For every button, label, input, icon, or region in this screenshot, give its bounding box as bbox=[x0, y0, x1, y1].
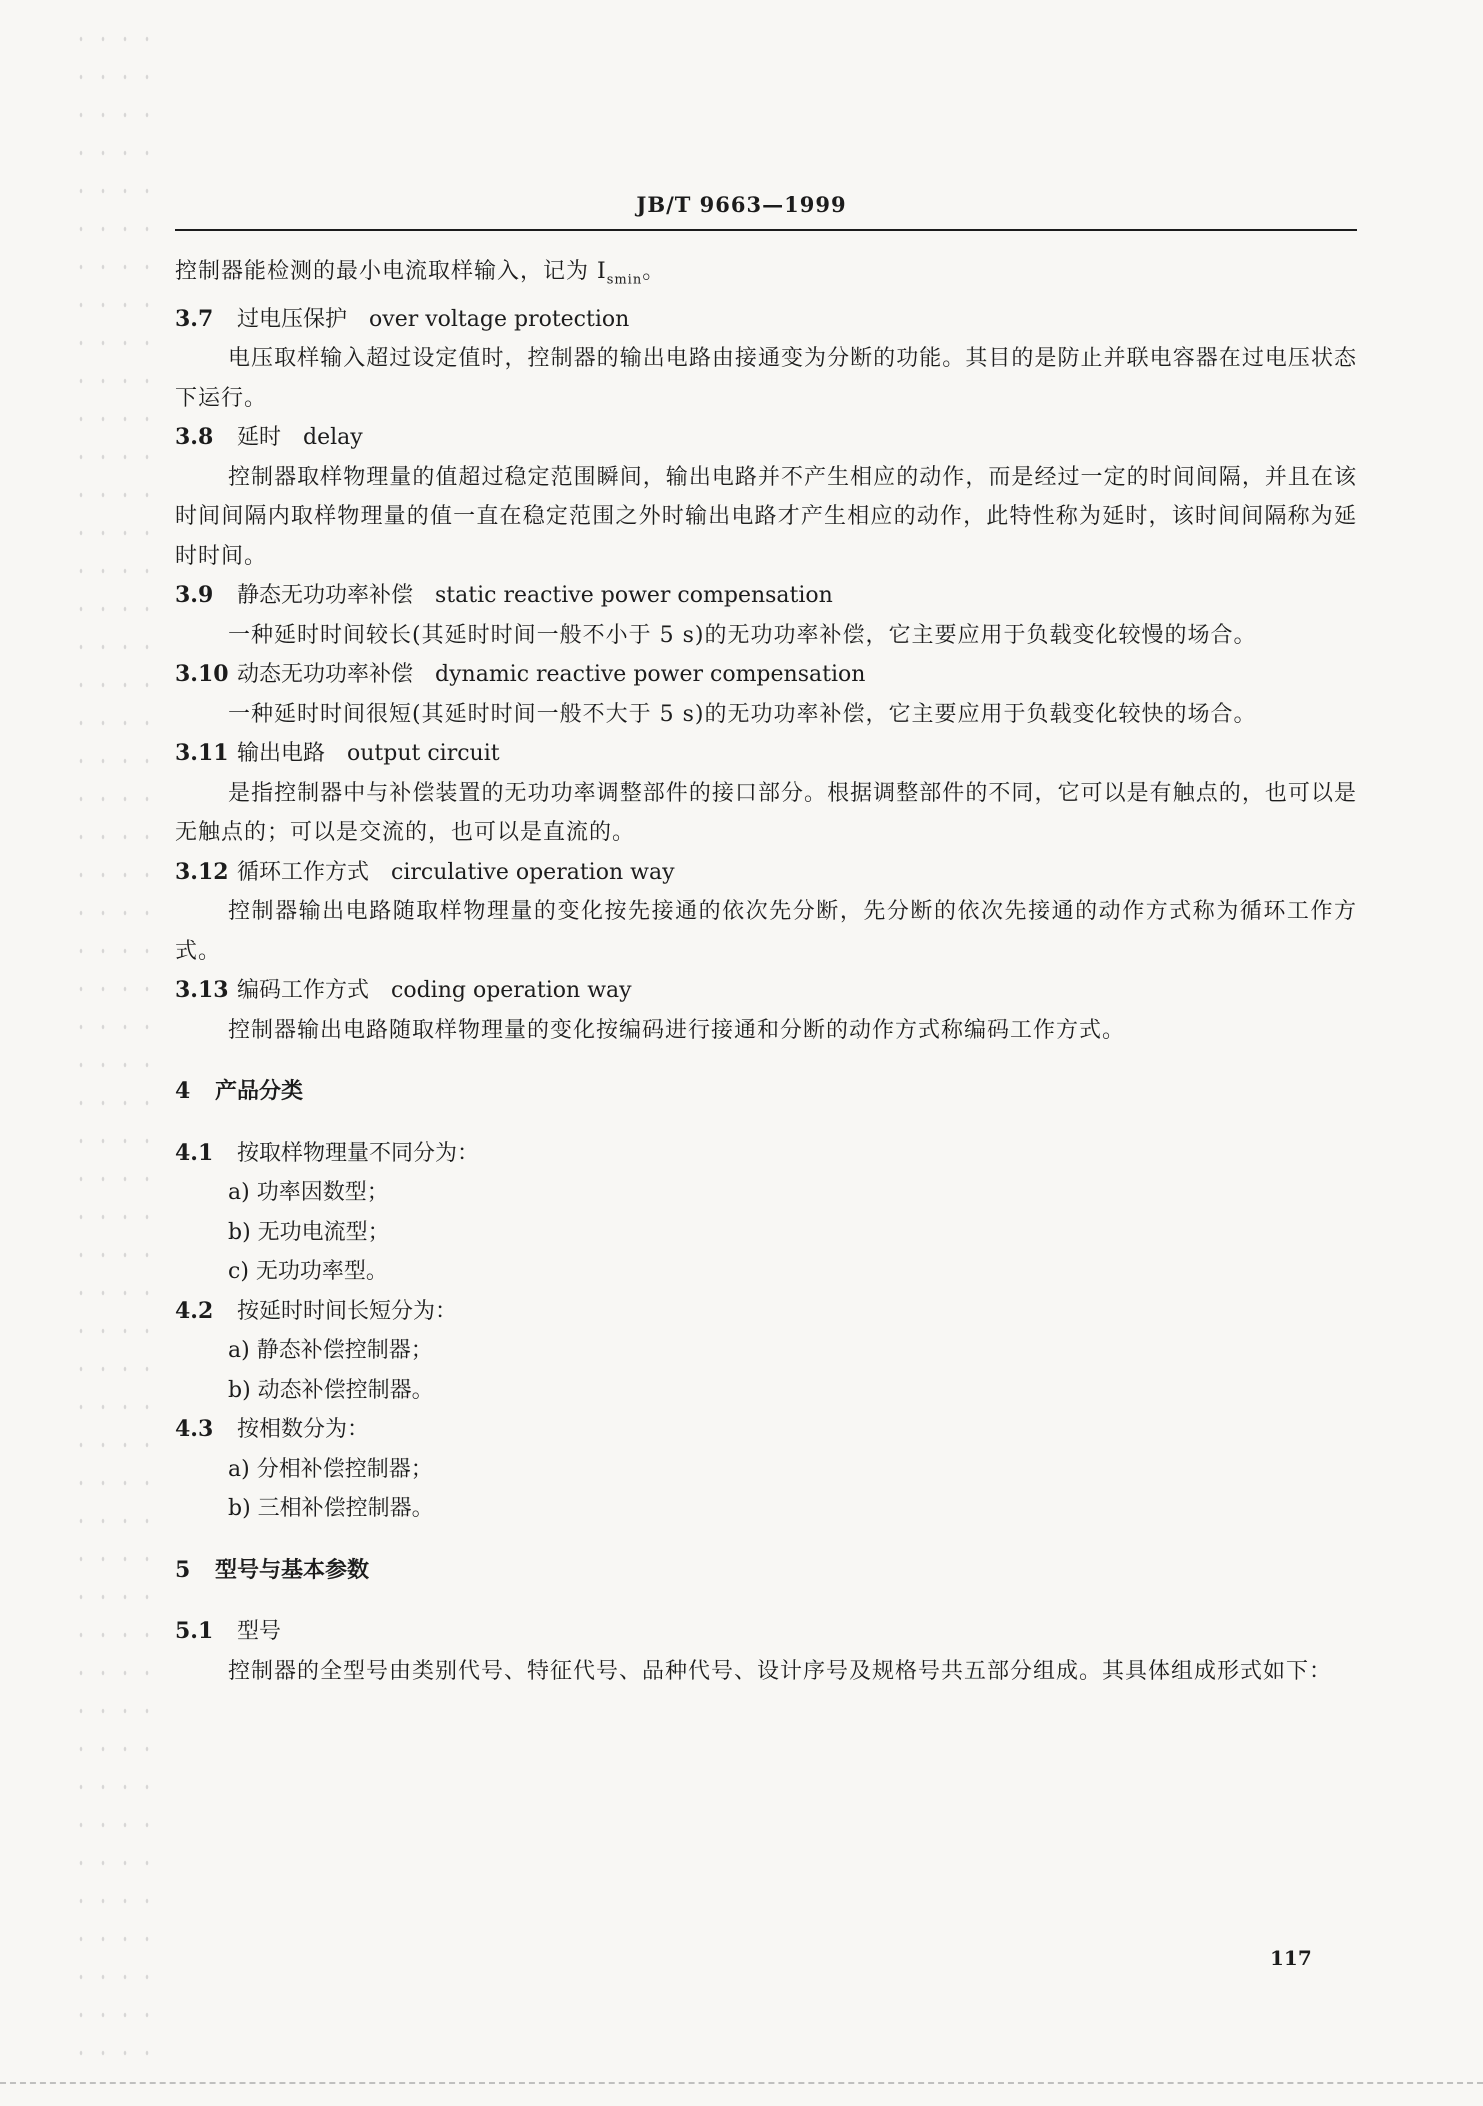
term-3-8 bbox=[175, 418, 1357, 576]
term-body: 电压取样输入超过设定值时，控制器的输出电路由接通变为分断的功能。其目的是防止并联电容器在过电压状态下运行。 bbox=[175, 346, 1357, 411]
term-en: delay bbox=[303, 425, 363, 451]
list-item: a) 功率因数型； bbox=[228, 1180, 389, 1206]
list-item: a) 分相补偿控制器； bbox=[228, 1456, 433, 1482]
term-number: 3.7 bbox=[175, 305, 214, 332]
term-zh: 延时 bbox=[237, 425, 282, 451]
list-item: a) 静态补偿控制器； bbox=[228, 1338, 433, 1364]
term-en: over voltage protection bbox=[369, 306, 630, 332]
term-number: 3.13 bbox=[175, 977, 229, 1004]
list-item: b) 动态补偿控制器。 bbox=[228, 1377, 434, 1403]
term-zh: 输出电路 bbox=[237, 741, 326, 767]
section-5-heading: 5 型号与基本参数 bbox=[175, 1556, 370, 1583]
list-item: c) 无功功率型。 bbox=[228, 1259, 388, 1285]
page-number: 117 bbox=[1270, 1946, 1312, 1970]
subsection-number: 5.1 bbox=[175, 1618, 214, 1645]
term-3-7 bbox=[175, 300, 1357, 419]
term-en: dynamic reactive power compensation bbox=[435, 662, 866, 688]
term-number: 3.12 bbox=[175, 858, 229, 885]
header-rule bbox=[175, 229, 1357, 231]
term-zh: 动态无功功率补偿 bbox=[237, 662, 414, 688]
subsection-title: 型号 bbox=[237, 1619, 282, 1645]
term-number: 3.11 bbox=[175, 740, 229, 767]
list-item: b) 三相补偿控制器。 bbox=[228, 1496, 434, 1522]
term-body: 控制器输出电路随取样物理量的变化按编码进行接通和分断的动作方式称编码工作方式。 bbox=[228, 1017, 1126, 1043]
subsection-4-3 bbox=[175, 1410, 1357, 1529]
main-content bbox=[175, 252, 1357, 1691]
term-body: 一种延时时间很短(其延时时间一般不大于 5 s)的无功功率补偿，它主要应用于负载变化较快的场合。 bbox=[228, 701, 1257, 727]
term-3-13 bbox=[175, 971, 1357, 1050]
subsection-title: 按相数分为： bbox=[237, 1417, 370, 1443]
term-body: 控制器取样物理量的值超过稳定范围瞬间，输出电路并不产生相应的动作，而是经过一定的时间间隔，并且在该时间间隔内取样物理量的值一直在稳定范围之外时输出电路才产生相应的动作，此特性称为延时，该时间间隔称为延时时间。 bbox=[175, 464, 1357, 569]
scan-noise-left bbox=[70, 20, 150, 2080]
term-en: circulative operation way bbox=[391, 859, 675, 885]
term-zh: 编码工作方式 bbox=[237, 978, 370, 1004]
subsection-5-1 bbox=[175, 1612, 1357, 1691]
section-4-heading: 4 产品分类 bbox=[175, 1078, 304, 1105]
term-body: 一种延时时间较长(其延时时间一般不小于 5 s)的无功功率补偿，它主要应用于负载变化较慢的场合。 bbox=[228, 622, 1257, 648]
scan-noise-bottom bbox=[0, 2082, 1483, 2106]
term-zh: 循环工作方式 bbox=[237, 859, 370, 885]
intro-line: 控制器能检测的最小电流取样输入，记为 $I_{smin}$。 bbox=[175, 259, 666, 288]
list-item: b) 无功电流型； bbox=[228, 1219, 390, 1245]
term-number: 3.10 bbox=[175, 661, 229, 688]
term-zh: 过电压保护 bbox=[237, 306, 348, 332]
subsection-title: 按延时时间长短分为： bbox=[237, 1298, 458, 1324]
subsection-4-1 bbox=[175, 1134, 1357, 1292]
isub: smin bbox=[606, 272, 643, 288]
standard-code-header: JB/T 9663—1999 bbox=[636, 192, 847, 217]
term-body: 是指控制器中与补偿装置的无功功率调整部件的接口部分。根据调整部件的不同，它可以是有触点的，也可以是无触点的；可以是交流的，也可以是直流的。 bbox=[175, 780, 1357, 846]
term-zh: 静态无功功率补偿 bbox=[237, 583, 414, 609]
subsection-number: 4.1 bbox=[175, 1139, 214, 1166]
term-en: coding operation way bbox=[391, 978, 632, 1004]
term-3-12 bbox=[175, 853, 1357, 972]
term-en: static reactive power compensation bbox=[435, 583, 833, 609]
term-3-11 bbox=[175, 734, 1357, 853]
term-body: 控制器输出电路随取样物理量的变化按先接通的依次先分断，先分断的依次先接通的动作方式称为循环工作方式。 bbox=[175, 899, 1357, 964]
term-en: output circuit bbox=[347, 741, 500, 767]
subsection-body: 控制器的全型号由类别代号、特征代号、品种代号、设计序号及规格号共五部分组成。其具体组成形式如下： bbox=[228, 1658, 1333, 1684]
subsection-4-2 bbox=[175, 1292, 1357, 1411]
term-3-10 bbox=[175, 655, 1357, 734]
term-number: 3.8 bbox=[175, 424, 214, 451]
subsection-number: 4.3 bbox=[175, 1416, 214, 1443]
term-3-9 bbox=[175, 576, 1357, 655]
subsection-number: 4.2 bbox=[175, 1297, 214, 1324]
term-number: 3.9 bbox=[175, 582, 214, 609]
subsection-title: 按取样物理量不同分为： bbox=[237, 1140, 480, 1166]
